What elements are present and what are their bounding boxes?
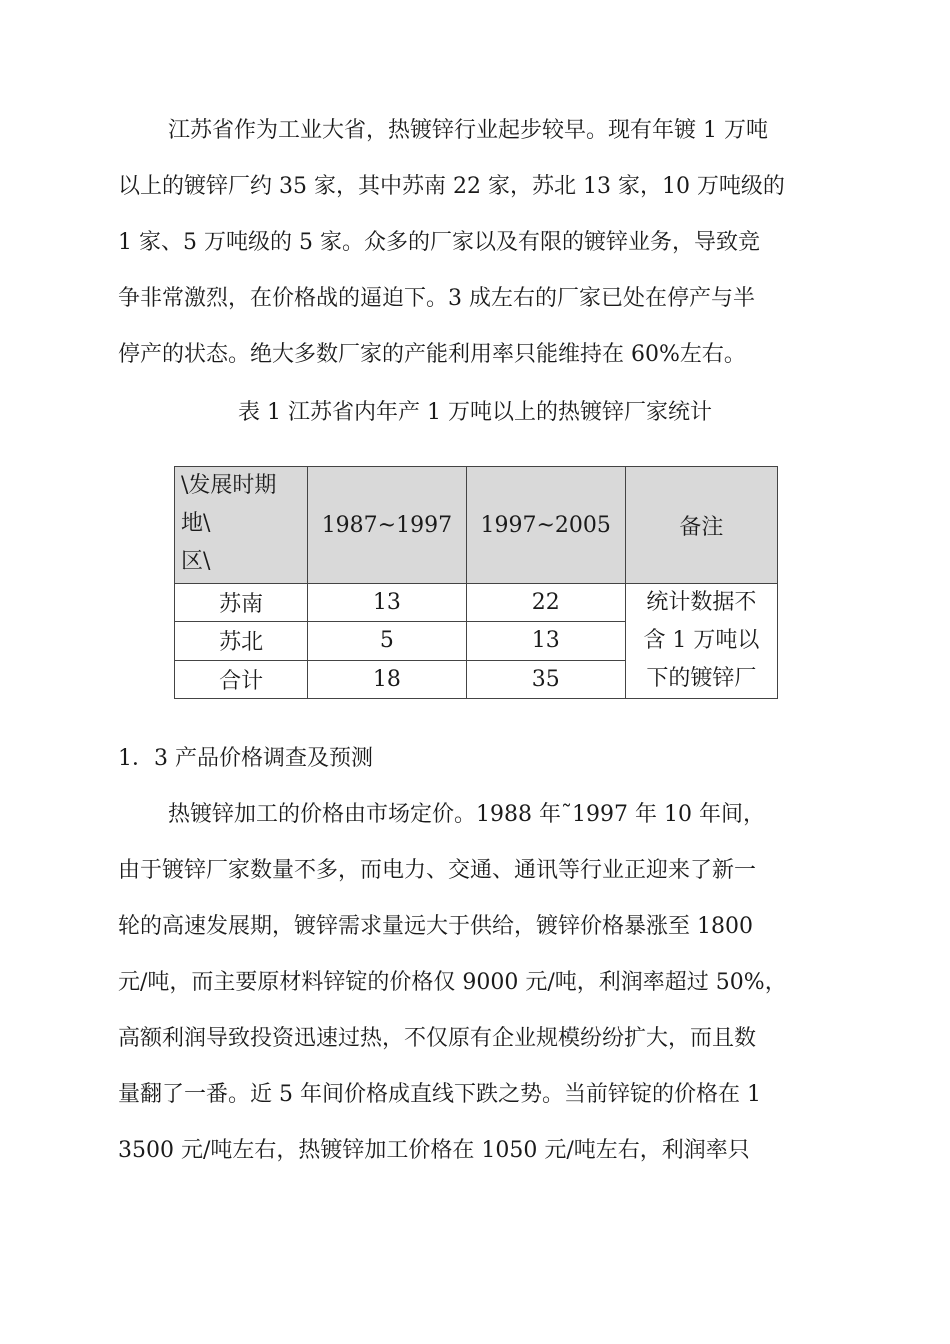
- period-header-2: 1997~2005: [466, 467, 625, 584]
- paragraph-line: 元/吨，而主要原材料锌锭的价格仅 9000 元/吨，利润率超过 50%，: [118, 970, 787, 995]
- value-cell: 13: [308, 584, 466, 622]
- value-cell: 22: [466, 584, 625, 622]
- note-cell: [625, 584, 777, 699]
- value-cell: 5: [308, 622, 466, 660]
- note-line: 含 1 万吨以: [643, 628, 760, 653]
- paragraph-line: 3500 元/吨左右，热镀锌加工价格在 1050 元/吨左右，利润率只: [118, 1138, 750, 1163]
- table-header-row: [175, 467, 778, 584]
- paragraph-line: 江苏省作为工业大省，热镀锌行业起步较早。现有年镀 1 万吨: [168, 118, 768, 143]
- paragraph-line: 轮的高速发展期，镀锌需求量远大于供给，镀锌价格暴涨至 1800: [118, 914, 753, 939]
- period-header-1: 1987~1997: [308, 467, 466, 584]
- region-cell: 苏南: [175, 584, 308, 622]
- value-cell: 35: [466, 660, 625, 698]
- corner-header-cell: [175, 467, 308, 584]
- paragraph-line: 停产的状态。绝大多数厂家的产能利用率只能维持在 60%左右。: [118, 342, 746, 367]
- corner-header-line: 区\: [181, 549, 211, 574]
- factory-stats-table: [174, 466, 778, 699]
- value-cell: 18: [308, 660, 466, 698]
- intro-paragraph: [118, 103, 838, 383]
- table-row: [175, 584, 778, 622]
- region-cell: 合计: [175, 660, 308, 698]
- section-heading: 1．3 产品价格调查及预测: [118, 746, 373, 771]
- note-line: 下的镀锌厂: [646, 666, 757, 691]
- note-line: 统计数据不: [646, 590, 757, 615]
- paragraph-line: 高额利润导致投资迅速过热，不仅原有企业规模纷纷扩大，而且数: [118, 1026, 757, 1051]
- paragraph-line: 争非常激烈，在价格战的逼迫下。3 成左右的厂家已处在停产与半: [118, 286, 755, 311]
- corner-header-line: \发展时期: [181, 473, 277, 498]
- paragraph-line: 以上的镀锌厂约 35 家，其中苏南 22 家，苏北 13 家，10 万吨级的: [118, 174, 785, 199]
- paragraph-line: 1 家、5 万吨级的 5 家。众多的厂家以及有限的镀锌业务，导致竞: [118, 230, 760, 255]
- paragraph-line: 由于镀锌厂家数量不多，而电力、交通、通讯等行业正迎来了新一: [118, 858, 757, 883]
- paragraph-line: 量翻了一番。近 5 年间价格成直线下跌之势。当前锌锭的价格在 1: [118, 1082, 761, 1107]
- note-header: 备注: [625, 467, 777, 584]
- pricing-paragraph: [118, 787, 838, 1179]
- paragraph-line: 热镀锌加工的价格由市场定价。1988 年˜1997 年 10 年间，: [168, 802, 765, 827]
- value-cell: 13: [466, 622, 625, 660]
- region-cell: 苏北: [175, 622, 308, 660]
- table-caption: 表 1 江苏省内年产 1 万吨以上的热镀锌厂家统计: [238, 400, 712, 425]
- corner-header-line: 地\: [181, 511, 211, 536]
